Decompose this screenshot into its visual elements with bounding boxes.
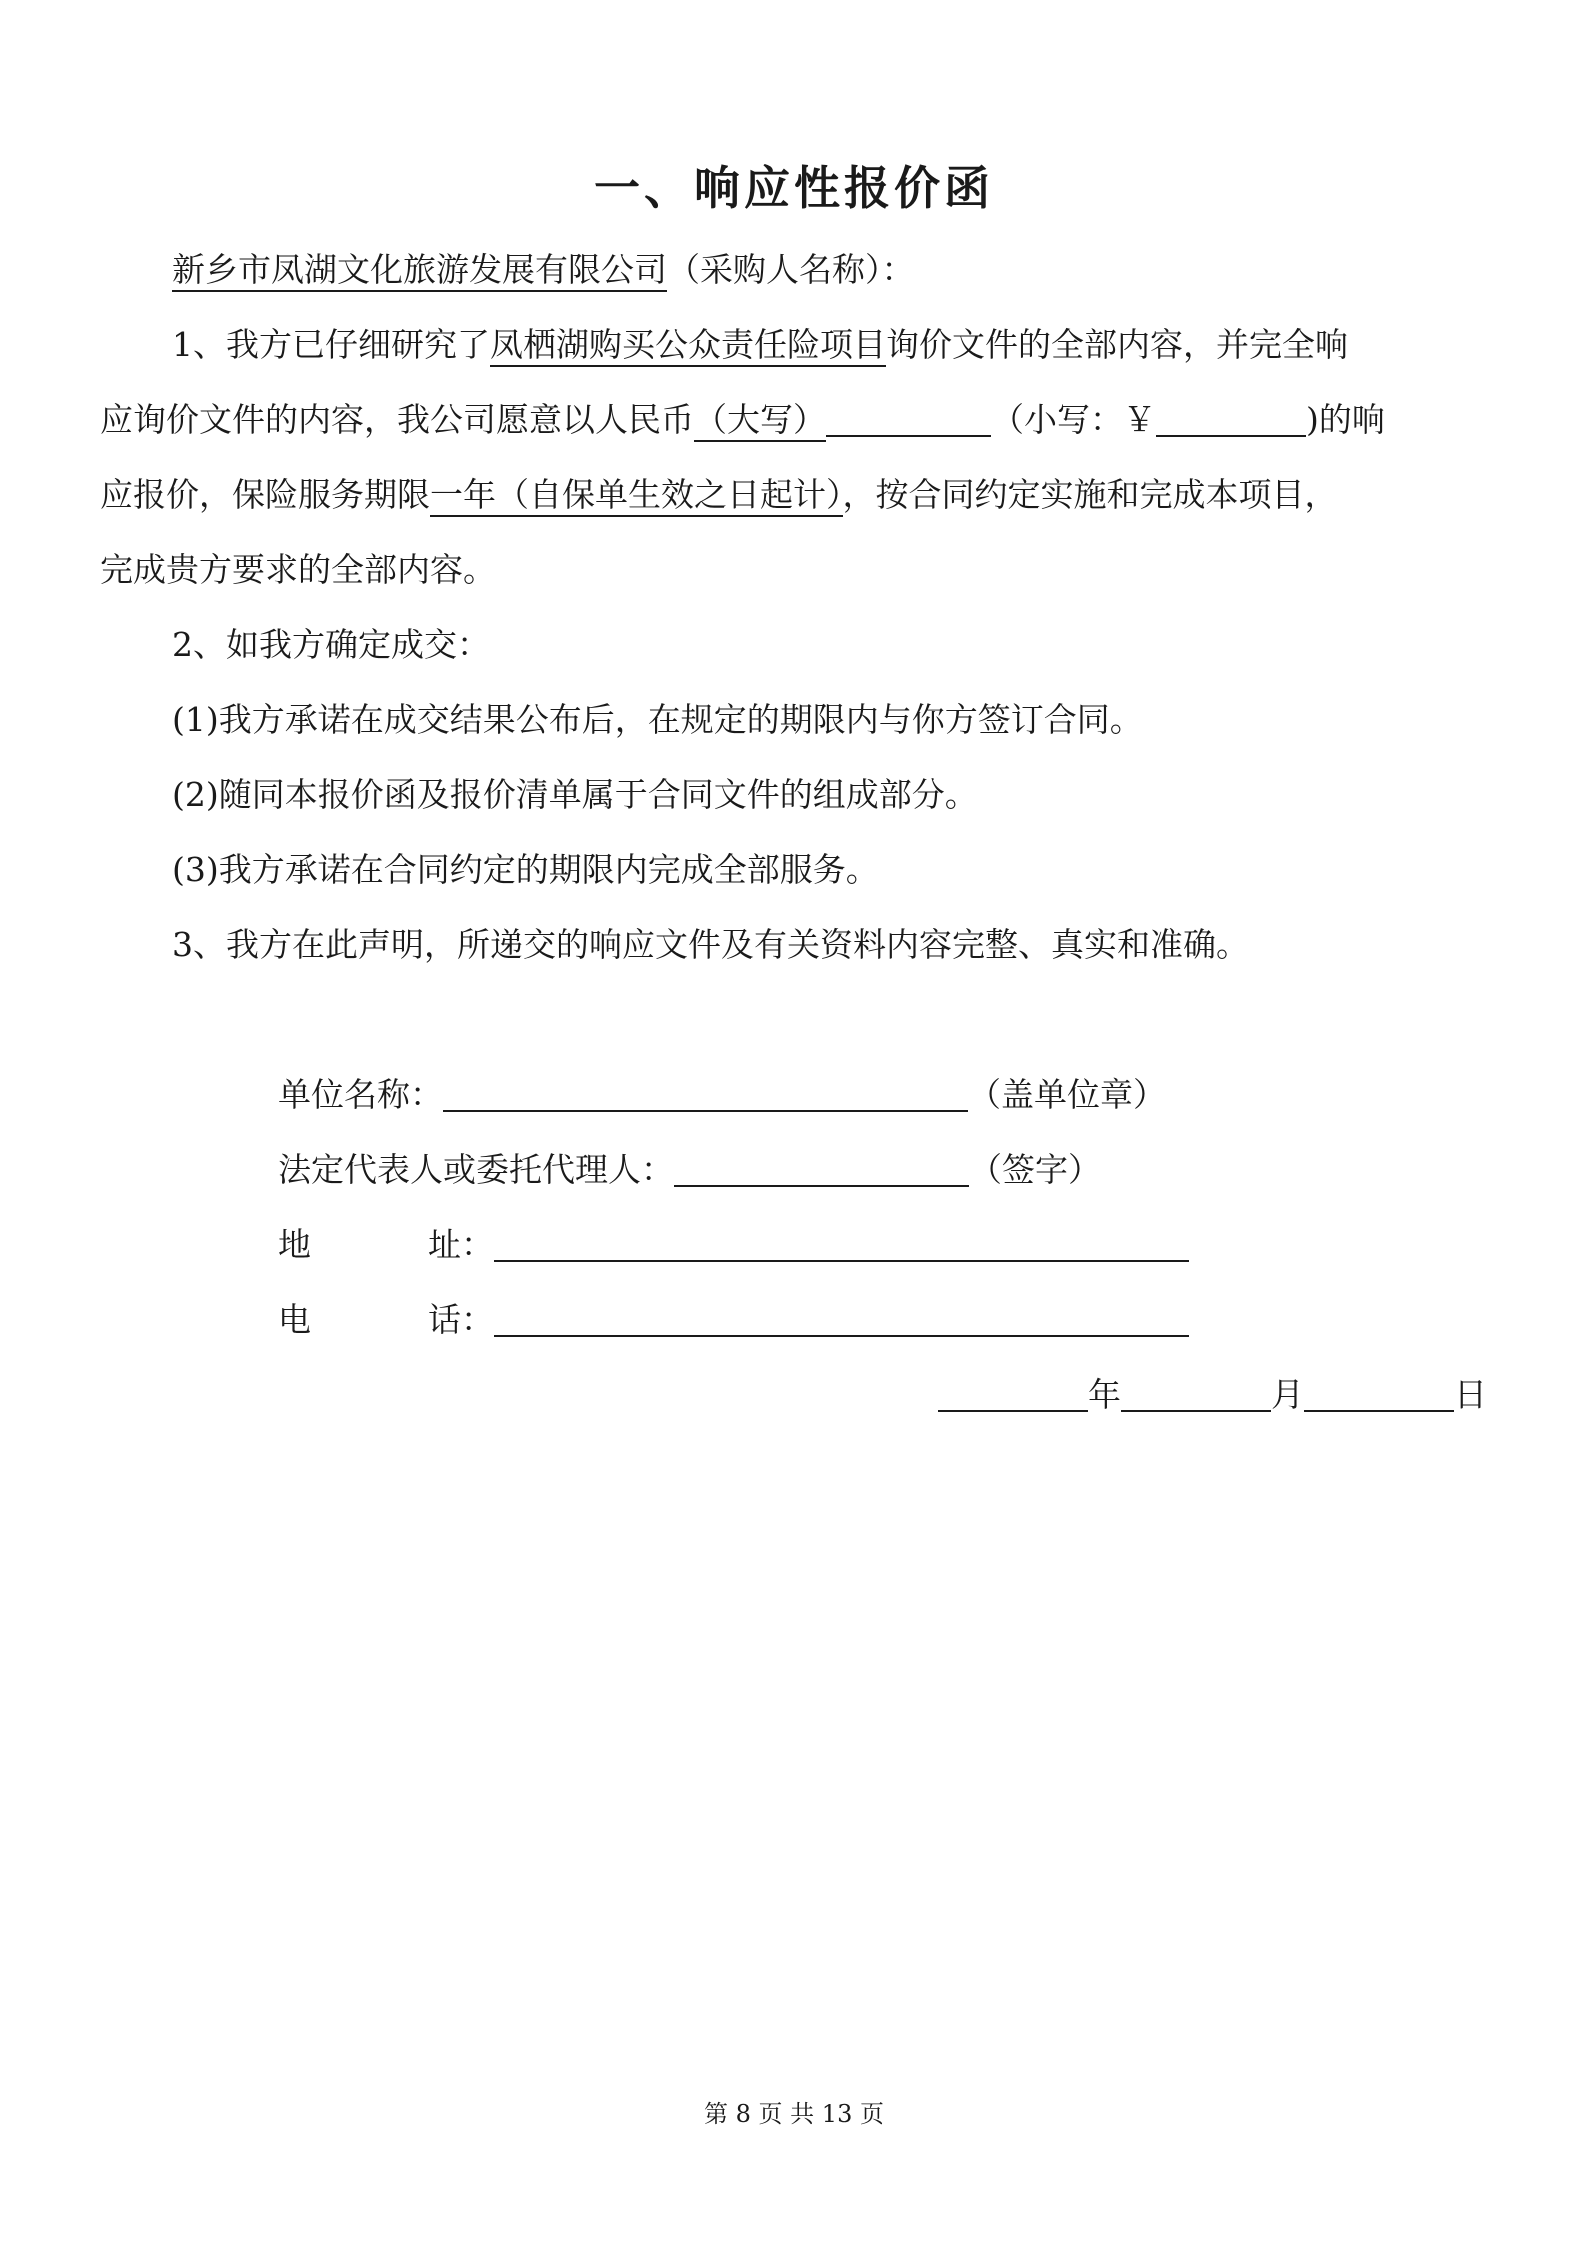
address-field[interactable] [494, 1224, 1189, 1262]
phone-row-right: 话： [428, 1297, 1189, 1343]
page-footer: 第 8 页 共 13 页 [704, 2100, 884, 2128]
date-row: 年 月 日 [938, 1372, 1487, 1418]
page-title: 一、响应性报价函 [594, 161, 994, 215]
service-period: 一年（自保单生效之日起计） [430, 475, 843, 517]
purchaser-name: 新乡市凤湖文化旅游发展有限公司 [172, 250, 667, 292]
address-row-right: 址： [428, 1222, 1189, 1268]
unit-name-row: 单位名称： （盖单位章） [278, 1075, 1166, 1114]
unit-name-field[interactable] [443, 1074, 968, 1112]
amount-xiaoxie-blank [1156, 399, 1306, 437]
para1-line3: 应报价，保险服务期限一年（自保单生效之日起计），按合同约定实施和完成本项目， [100, 472, 1338, 518]
unit-seal-note: （盖单位章） [968, 1075, 1166, 1114]
representative-row: 法定代表人或委托代理人： （签字） [278, 1150, 1101, 1189]
representative-field[interactable] [674, 1149, 969, 1187]
address-row: 地 [278, 1225, 311, 1264]
month-field[interactable] [1121, 1374, 1271, 1412]
para3: 3、我方在此声明，所递交的响应文件及有关资料内容完整、真实和准确。 [172, 925, 1249, 964]
para1-line4: 完成贵方要求的全部内容。 [100, 550, 496, 589]
signature-note: （签字） [969, 1150, 1101, 1189]
para1-line1: 1、我方已仔细研究了凤栖湖购买公众责任险项目询价文件的全部内容，并完全响 [172, 322, 1348, 368]
para2-item-2: (2)随同本报价函及报价清单属于合同文件的组成部分。 [172, 775, 978, 814]
phone-row: 电 [278, 1300, 311, 1339]
para1-line2: 应询价文件的内容，我公司愿意以人民币（大写） （小写：￥ )的响 [100, 397, 1385, 443]
project-name: 凤栖湖购买公众责任险项目 [490, 325, 886, 367]
amount-daxie-label: （大写） [694, 400, 826, 442]
amount-daxie-blank [826, 399, 991, 437]
purchaser-suffix: （采购人名称）： [667, 250, 915, 289]
addressee-line [172, 247, 915, 293]
phone-field[interactable] [494, 1299, 1189, 1337]
para2-item-3: (3)我方承诺在合同约定的期限内完成全部服务。 [172, 850, 879, 889]
para2-item-1: (1)我方承诺在成交结果公布后，在规定的期限内与你方签订合同。 [172, 700, 1143, 739]
para2-heading: 2、如我方确定成交： [172, 625, 490, 664]
year-field[interactable] [938, 1374, 1088, 1412]
day-field[interactable] [1304, 1374, 1454, 1412]
